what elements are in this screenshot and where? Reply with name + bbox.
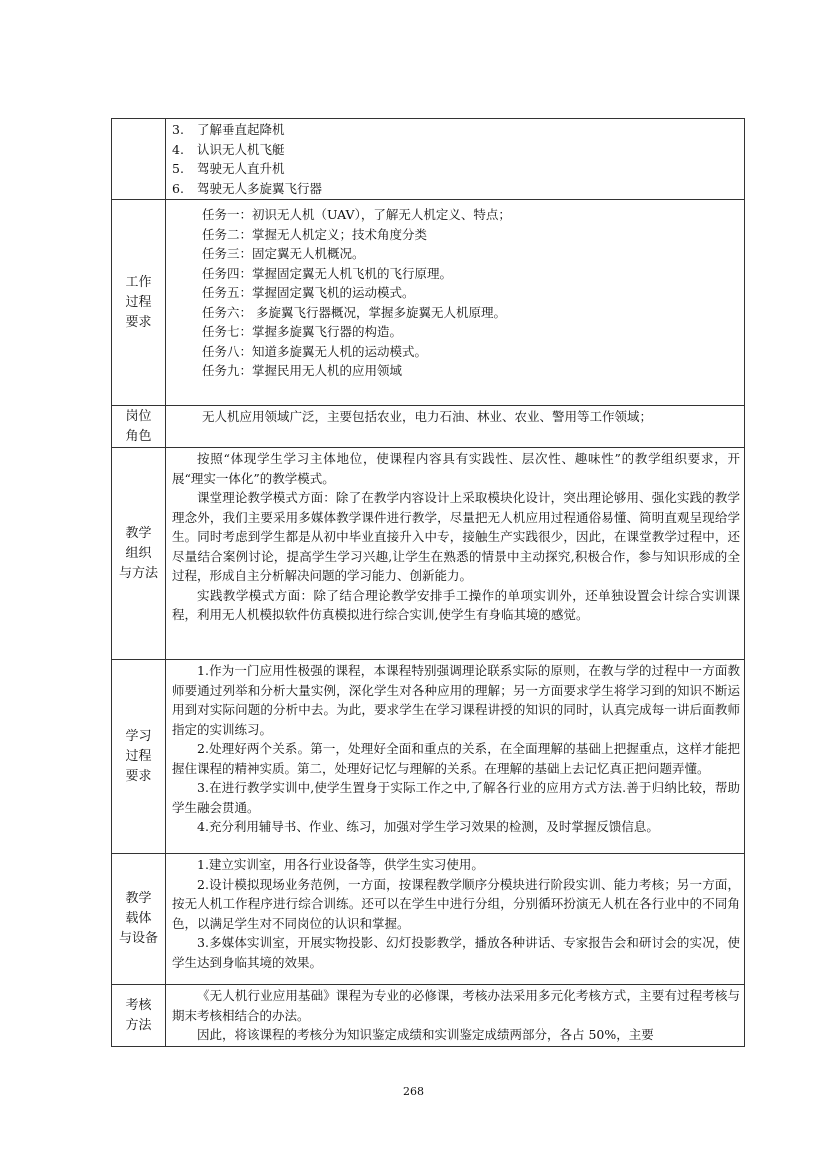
paragraph: 实践教学模式方面：除了结合理论教学安排手工操作的单项实训外，还单独设置会计综合实训课程，利用无人机模拟软件仿真模拟进行综合实训,使学生有身临其境的感觉。: [172, 587, 740, 622]
teaching-method-text: [166, 448, 745, 660]
row-project-list: [112, 119, 745, 200]
paragraph: 1.作为一门应用性极强的课程，本课程特别强调理论联系实际的原则，在教与学的过程中一方面教师要通过列举和分析大量实例，深化学生对各种应用的理解；另一方面要求学生将学习到的知识不断运用到对实际问题的分析中去。为此，要求学生在学习课程讲授的知识的同时，认真完成每一讲后面教师指定的实训练习。: [172, 663, 740, 737]
list-item: 任务三：固定翼无人机概况。: [202, 246, 365, 261]
row-assessment: [112, 985, 745, 1047]
course-table: [111, 118, 745, 1047]
paragraph: 《无人机行业应用基础》课程为专业的必修课，考核办法采用多元化考核方式，主要有过程考核与期末考核相结合的办法。: [172, 988, 740, 1023]
list-item: 任务五：掌握固定翼飞机的运动模式。: [202, 285, 415, 300]
list-item: 6. 驾驶无人多旋翼飞行器: [172, 180, 323, 196]
list-item: 任务四：掌握固定翼无人机飞机的飞行原理。: [202, 265, 453, 281]
paragraph: 1.建立实训室，用各行业设备等，供学生实习使用。: [197, 857, 484, 872]
list-item: 任务九：掌握民用无人机的应用领域: [202, 363, 403, 378]
row-label-empty: [112, 119, 166, 200]
list-item: 4. 认识无人机飞艇: [172, 141, 285, 157]
row-teaching-method: [112, 448, 745, 660]
list-item: 任务七：掌握多旋翼飞行器的构造。: [202, 324, 403, 339]
paragraph: 3.在进行教学实训中,使学生置身于实际工作之中,了解各行业的应用方式方法.善于归纳比较，帮助学生融会贯通。: [172, 780, 740, 815]
list-item: 任务六： 多旋翼飞行器概况，掌握多旋翼无人机原理。: [202, 304, 506, 320]
teaching-equipment-text: [166, 854, 745, 985]
list-item: 5. 驾驶无人直升机: [172, 161, 285, 176]
list-item: 任务二：掌握无人机定义；技术角度分类: [202, 226, 428, 242]
assessment-text: [166, 985, 745, 1047]
list-item: 任务一：初识无人机（UAV），了解无人机定义、特点；: [202, 207, 511, 222]
page-number: 268: [403, 1085, 424, 1098]
project-list: [166, 119, 745, 200]
paragraph: 因此，将该课程的考核分为知识鉴定成绩和实训鉴定成绩两部分，各占 50%，主要: [197, 1027, 654, 1042]
row-label-teaching-method: 教学 组织 与方法: [112, 448, 166, 660]
job-role-text: 无人机应用领域广泛，主要包括农业，电力石油、林业、农业、警用等工作领域；: [166, 406, 745, 448]
paragraph: 按照“体现学生学习主体地位，使课程内容具有实践性、层次性、趣味性”的教学组织要求，开展“理实一体化”的教学模式。: [172, 451, 740, 486]
row-label-work-process: 工作 过程 要求: [112, 200, 166, 406]
list-item: 3. 了解垂直起降机: [172, 122, 285, 137]
row-label-teaching-equipment: 教学 载体 与设备: [112, 854, 166, 985]
row-teaching-equipment: [112, 854, 745, 985]
row-learning-process: [112, 660, 745, 854]
learning-process-text: [166, 660, 745, 854]
row-job-role: [112, 406, 745, 448]
paragraph: 4.充分利用辅导书、作业、练习，加强对学生学习效果的检测，及时掌握反馈信息。: [197, 819, 659, 834]
row-label-job-role: 岗位 角色: [112, 406, 166, 448]
task-list: [166, 200, 745, 406]
list-item: 任务八：知道多旋翼无人机的运动模式。: [202, 343, 428, 359]
paragraph: 课堂理论教学模式方面：除了在教学内容设计上采取模块化设计，突出理论够用、强化实践的教学理念外，我们主要采用多媒体教学课件进行教学，尽量把无人机应用过程通俗易懂、简明直观呈现给学生。同时考虑到学生都是从初中毕业直接升入中专，接触生产实践很少，因此，在课堂教学过程中，还尽量结合案例讨论，提高学生学习兴趣,让学生在熟悉的情景中主动探究,积极合作，参与知识形成的全过程，形成自主分析解决问题的学习能力、创新能力。: [172, 490, 740, 583]
paragraph: 3.多媒体实训室，开展实物投影、幻灯投影教学，播放各种讲话、专家报告会和研讨会的实况，使学生达到身临其境的效果。: [172, 935, 740, 970]
row-label-assessment: 考核 方法: [112, 985, 166, 1047]
row-work-process: [112, 200, 745, 406]
paragraph: 2.处理好两个关系。第一，处理好全面和重点的关系，在全面理解的基础上把握重点，这样才能把握住课程的精神实质。第二，处理好记忆与理解的关系。在理解的基础上去记忆真正把问题弄懂。: [172, 741, 740, 776]
row-label-learning-process: 学习 过程 要求: [112, 660, 166, 854]
paragraph: 2.设计模拟现场业务范例，一方面，按课程教学顺序分模块进行阶段实训、能力考核；另一方面，按无人机工作程序进行综合训练。还可以在学生中进行分组，分别循环扮演无人机在各行业中的不同角色，以满足学生对不同岗位的认识和掌握。: [172, 876, 740, 931]
